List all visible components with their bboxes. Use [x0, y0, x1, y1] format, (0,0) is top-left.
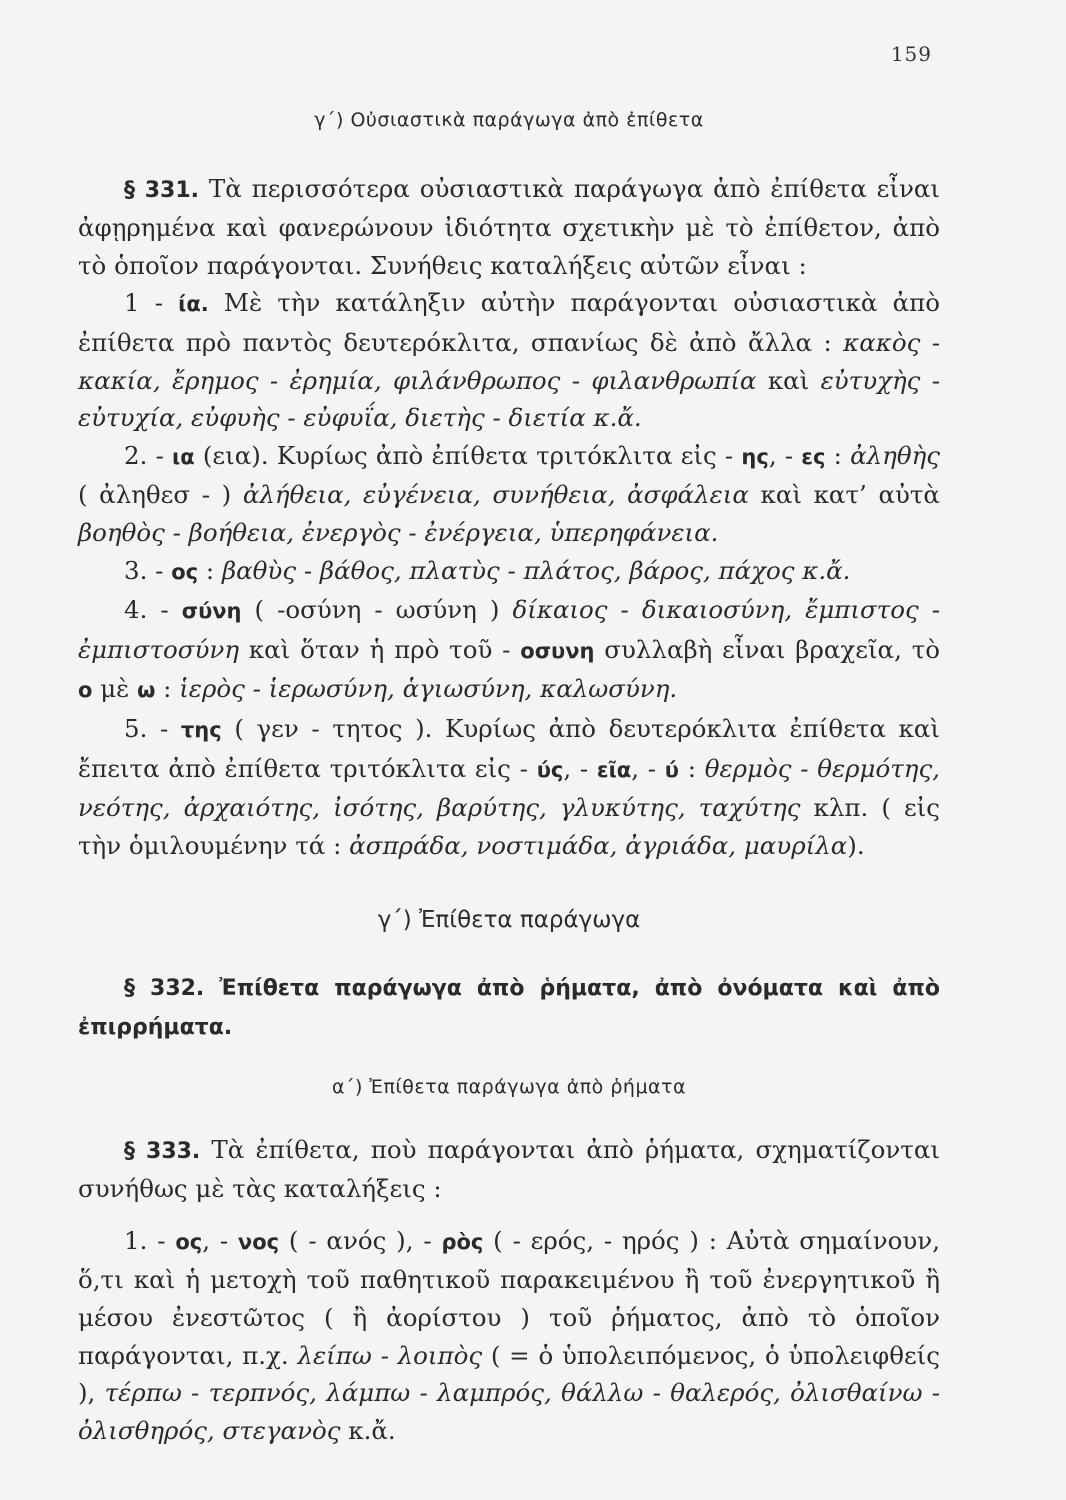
section-number-333: § 333.: [124, 1138, 201, 1164]
item-text: ( -οσύνη - ωσύνη ): [241, 595, 513, 625]
paragraph-331: [78, 170, 940, 285]
examples: κακὸς - κακία, ἔρημος - ἐρημία, φιλάνθρωπος - φιλανθρωπία: [78, 327, 940, 395]
examples: ἀλήθεια, εὐγένεια, συνήθεια, ἀσφάλεια: [242, 480, 749, 510]
item-3-os: [78, 552, 940, 592]
item-text: :: [825, 440, 851, 470]
item-text: ( ἀληθεσ - ): [78, 480, 243, 510]
suffix: σύνη: [181, 599, 242, 624]
item-text: Μὲ τὴν κατάληξιν αὐτὴν παράγονται οὐσιαστικὰ ἀπὸ ἐπίθετα πρὸ παντὸς δευτερόκλιτα, σπανίως δὲ ἀπὸ ἄλλα :: [78, 288, 940, 357]
suffix: ω: [137, 678, 156, 703]
examples: τέρπω - τερπνός, λάμπω - λαμπρός, θάλλω - θαλερός, ὀλισθαίνω - ὀλισθηρός, στεγανὸς: [78, 1378, 940, 1445]
paragraph-332: [78, 968, 940, 1047]
paragraph-333: [78, 1131, 940, 1208]
examples: λείπω - λοιπὸς: [297, 1340, 483, 1370]
item-2-ia: [78, 437, 940, 552]
item-number: 2. -: [124, 440, 173, 470]
paragraph-331-text: Τὰ περισσότερα οὐσιαστικὰ παράγωγα ἀπὸ ἐπίθετα εἶναι ἀφῃρημένα καὶ φανερώνουν ἰδιότητα σχετικὴν μὲ τὸ ἐπίθετον, ἀπὸ τὸ ὁποῖον παράγονται. Συνήθεις καταλήξεις αὐτῶν εἶναι :: [78, 173, 940, 280]
section-heading-adjectives-from-verbs: α΄) Ἐπίθετα παράγωγα ἀπὸ ῥήματα: [331, 1076, 687, 1099]
item-text: , -: [768, 440, 802, 470]
item-text: ( - ερός, - ηρός ) : Αὐτὰ σημαίνουν, ὅ,τι καὶ ἡ μετοχὴ τοῦ παθητικοῦ παρακειμένου ἢ τοῦ ἐνεργητικοῦ ἢ μέσου ἐνεστῶτος ( ἢ ἀορίστου ) τοῦ ῥήματος, ἀπὸ τὸ ὁποῖον παράγονται, π.χ.: [78, 1225, 940, 1370]
examples: ἀσπράδα, νοστιμάδα, ἀγριάδα, μαυρίλα: [349, 830, 848, 860]
item-text: ( = ὁ ὑπολειπόμενος, ὁ ὑπολειφθείς ),: [78, 1340, 940, 1408]
item-number: 5. -: [124, 713, 181, 743]
examples: ἀληθὴς: [850, 440, 940, 470]
paragraph-333-text: Τὰ ἐπίθετα, ποὺ παράγονται ἀπὸ ῥήματα, σχηματίζονται συνήθως μὲ τὰς καταλήξεις :: [78, 1134, 940, 1204]
examples: θερμὸς - θερμότης, νεότης, ἀρχαιότης, ἰσότης, βαρύτης, γλυκύτης, ταχύτης: [78, 753, 940, 823]
suffix: οσυνη: [520, 638, 595, 663]
item-5-tis: [78, 710, 940, 864]
examples: ἱερὸς - ἱερωσύνη, ἁγιωσύνη, καλωσύνη.: [179, 674, 678, 704]
suffix: ης: [741, 444, 769, 469]
suffix: ρὸς: [441, 1229, 484, 1254]
examples: δίκαιος - δικαιοσύνη, ἔμπιστος - ἐμπιστοσύνη: [78, 595, 941, 664]
suffix: ο: [78, 678, 93, 703]
suffix: ία.: [178, 292, 209, 317]
item-text: :: [678, 753, 705, 783]
item-text: καὶ ὅταν ἡ πρὸ τοῦ -: [239, 634, 521, 664]
item-1-os-nos-ros: [78, 1222, 940, 1450]
item-text: μὲ: [92, 674, 138, 704]
item-text: καὶ: [756, 365, 821, 395]
item-text: κ.ἄ.: [340, 1415, 396, 1445]
suffix: της: [180, 717, 222, 742]
item-4-syni: [78, 591, 940, 710]
page-number: 159: [890, 42, 932, 66]
item-number: 1. -: [124, 1225, 176, 1255]
item-number: 3. -: [124, 555, 172, 585]
suffix: νος: [237, 1229, 280, 1254]
suffix: ος: [175, 1229, 203, 1254]
item-text: , -: [202, 1225, 238, 1255]
suffix: εῖα: [596, 757, 632, 782]
suffix: ύ: [664, 757, 679, 782]
item-text: , -: [631, 753, 665, 783]
item-text: κλπ. ( εἰς τὴν ὁμιλουμένην τά :: [78, 793, 940, 860]
item-text: :: [198, 555, 222, 585]
section-number-332: § 332.: [124, 975, 205, 1001]
item-text: ( γεν - τητος ). Κυρίως ἀπὸ δευτερόκλιτα ἐπίθετα καὶ ἔπειτα ἀπὸ ἐπίθετα τριτόκλιτα εἰς -: [78, 713, 940, 783]
item-number: 1 -: [124, 288, 179, 318]
suffix: ες: [801, 444, 826, 469]
examples: βαθὺς - βάθος, πλατὺς - πλάτος, βάρος, πάχος κ.ἄ.: [221, 555, 851, 585]
page-body: [78, 88, 940, 1449]
item-text: :: [155, 674, 180, 704]
item-text: καὶ κατ’ αὐτὰ: [748, 480, 940, 510]
examples: εὐτυχὴς - εὐτυχία, εὐφυὴς - εὐφυΐα, διετὴς - διετία κ.ἄ.: [78, 365, 940, 433]
section-heading-derived-adjectives: γ΄) Ἐπίθετα παράγωγα: [377, 907, 641, 934]
item-text: συλλαβὴ εἶναι βραχεῖα, τὸ: [594, 634, 941, 664]
item-text: ).: [847, 830, 865, 860]
suffix: ια: [172, 444, 195, 469]
paragraph-332-title: Ἐπίθετα παράγωγα ἀπὸ ῥήματα, ἀπὸ ὀνόματα καὶ ἀπὸ ἐπιρρήματα.: [78, 975, 940, 1041]
section-heading-nouns-from-adjectives: γ΄) Οὐσιαστικὰ παράγωγα ἀπὸ ἐπίθετα: [314, 109, 704, 131]
item-text: ( - ανός ), -: [279, 1225, 442, 1255]
suffix: ύς: [536, 757, 564, 782]
suffix: ος: [171, 559, 199, 584]
item-1-ia: [78, 284, 940, 436]
item-number: 4. -: [124, 595, 182, 625]
section-number-331: § 331.: [124, 177, 200, 203]
examples: βοηθὸς - βοήθεια, ἐνεργὸς - ἐνέργεια, ὑπερηφάνεια.: [78, 517, 719, 547]
item-text: (εια). Κυρίως ἀπὸ ἐπίθετα τριτόκλιτα εἰς -: [194, 440, 742, 470]
item-text: , -: [563, 753, 597, 783]
